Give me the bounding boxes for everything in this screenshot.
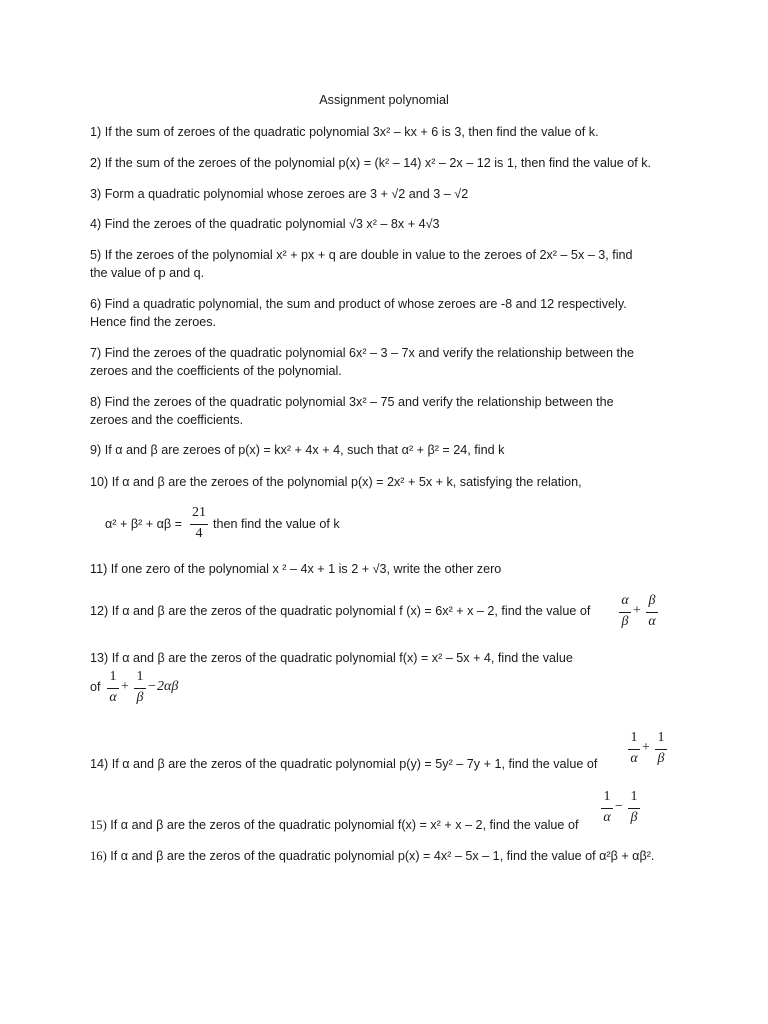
question-3: 3) Form a quadratic polynomial whose zeroes are 3 + √2 and 3 – √2 [90,187,469,201]
fraction-denominator: 4 [195,526,203,541]
fraction-bar [655,749,667,750]
numerator-one: 1 [630,730,638,745]
fraction-bar [190,524,208,525]
fraction-numerator: 21 [192,505,206,520]
plus-sign: + [121,679,129,694]
fraction-21-over-4 [189,505,209,545]
question-11: 11) If one zero of the polynomial x ² – 4x + 1 is 2 + √3, write the other zero [90,562,502,576]
question-8-line-2: zeroes and the coefficients. [90,413,244,427]
fraction-bar [107,688,119,689]
expression-one-over-alpha-plus-one-over-beta-minus-two-alpha-beta [106,669,196,709]
question-15-text: If α and β are the zeros of the quadratic polynomial f(x) = x² + x – 2, find the value of [110,818,579,832]
question-4: 4) Find the zeroes of the quadratic polynomial √3 x² – 8x + 4√3 [90,217,440,231]
question-5-line-2: the value of p and q. [90,266,205,280]
question-6-line-1: 6) Find a quadratic polynomial, the sum and product of whose zeroes are -8 and 12 respectively. [90,297,627,311]
numerator-one: 1 [657,730,665,745]
fraction-bar [134,688,146,689]
fraction-bar [601,808,613,809]
question-15 [90,816,690,834]
fraction-bar [646,612,658,613]
plus-sign: + [642,740,650,755]
page-title: Assignment polynomial [319,93,449,107]
question-16-number: 16) [90,849,107,863]
question-8-line-1: 8) Find the zeroes of the quadratic polynomial 3x² – 75 and verify the relationship between the [90,395,614,409]
denominator-beta: β [657,751,665,766]
two-alpha-beta: 2αβ [157,679,179,694]
denominator-beta: β [621,614,629,629]
fraction-bar [628,749,640,750]
question-1: 1) If the sum of zeroes of the quadratic polynomial 3x² – kx + 6 is 3, then find the value of k. [90,125,599,139]
question-13-of: of [90,680,101,694]
question-9: 9) If α and β are zeroes of p(x) = kx² + 4x + 4, such that α² + β² = 24, find k [90,443,505,457]
question-6-line-2: Hence find the zeroes. [90,315,217,329]
numerator-one: 1 [136,669,144,684]
question-12: 12) If α and β are the zeros of the quadratic polynomial f (x) = 6x² + x – 2, find the value of [90,604,591,618]
fraction-bar [619,612,631,613]
denominator-alpha: α [603,810,611,825]
denominator-beta: β [136,690,144,705]
question-13: 13) If α and β are the zeros of the quadratic polynomial f(x) = x² – 5x + 4, find the value [90,651,573,665]
denominator-beta: β [630,810,638,825]
question-10-relation: α² + β² + αβ = [105,517,182,531]
fraction-bar [628,808,640,809]
denominator-alpha: α [109,690,117,705]
numerator-alpha: α [621,593,629,608]
question-10: 10) If α and β are the zeroes of the polynomial p(x) = 2x² + 5x + k, satisfying the relation, [90,475,582,489]
question-2: 2) If the sum of the zeroes of the polynomial p(x) = (k² – 14) x² – 2x – 12 is 1, then find the value of k. [90,156,652,170]
denominator-alpha: α [648,614,656,629]
question-14: 14) If α and β are the zeros of the quadratic polynomial p(y) = 5y² – 7y + 1, find the value of [90,757,598,771]
question-15-number: 15) [90,818,107,832]
numerator-one: 1 [630,789,638,804]
question-7-line-1: 7) Find the zeroes of the quadratic polynomial 6x² – 3 – 7x and verify the relationship between the [90,346,634,360]
question-16 [90,847,690,865]
numerator-one: 1 [109,669,117,684]
plus-sign: + [633,603,641,618]
question-5-line-1: 5) If the zeroes of the polynomial x² + px + q are double in value to the zeroes of 2x² – 5x – 3, find [90,248,633,262]
question-6 [90,295,690,331]
question-8 [90,393,690,429]
minus-sign: − [615,799,623,814]
question-16-text: If α and β are the zeros of the quadratic polynomial p(x) = 4x² – 5x – 1, find the value of α²β + αβ². [110,849,655,863]
minus-sign: − [148,679,156,694]
denominator-alpha: α [630,751,638,766]
question-7 [90,344,690,380]
question-5 [90,246,690,282]
numerator-beta: β [648,593,656,608]
numerator-one: 1 [603,789,611,804]
question-10-tail: then find the value of k [213,517,340,531]
expression-alpha-over-beta-plus-beta-over-alpha [618,593,662,633]
question-7-line-2: zeroes and the coefficients of the polynomial. [90,364,342,378]
